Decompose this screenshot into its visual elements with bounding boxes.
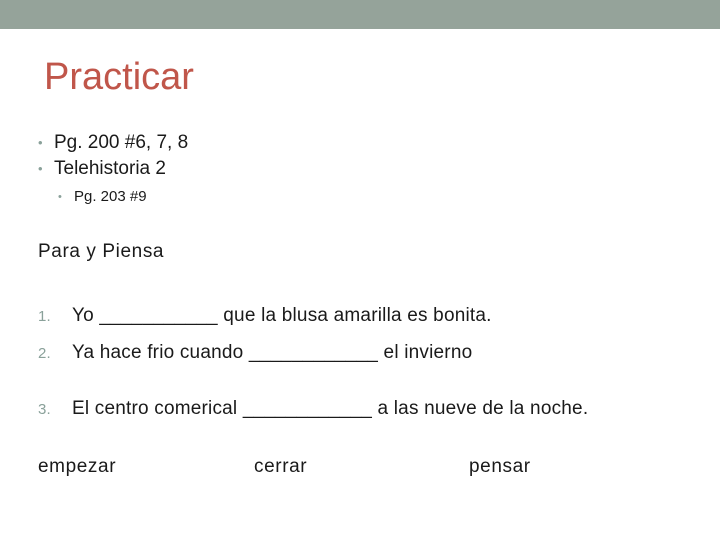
sub-bullet-item [38,186,188,208]
sentence-number: 1. [38,308,51,325]
word-bank-item: pensar [469,456,531,477]
sentence-number: 3. [38,401,51,418]
top-band [0,0,720,29]
sentence-text: Yo ___________ que la blusa amarilla es bonita. [72,305,492,326]
bullet-icon: • [38,161,43,176]
sentence-number: 2. [38,345,51,362]
sub-bullet-text: Pg. 203 #9 [74,188,147,205]
exercise-sentence [38,399,588,418]
bullet-item [38,130,188,156]
bullet-text: Telehistoria 2 [54,158,166,179]
bullet-icon: • [58,191,62,203]
section-heading: Para y Piensa [38,241,165,262]
bullet-item [38,156,188,182]
sentence-text: El centro comerical ____________ a las nueve de la noche. [72,398,589,419]
bullet-icon: • [38,135,43,150]
exercise-sentence [38,306,492,325]
sentence-text: Ya hace frio cuando ____________ el invierno [72,342,473,363]
bullet-list [38,130,188,208]
slide-title: Practicar [44,56,194,98]
word-bank-item: empezar [38,456,117,477]
exercise-sentence [38,343,472,362]
bullet-text: Pg. 200 #6, 7, 8 [54,132,189,153]
word-bank-item: cerrar [254,456,308,477]
